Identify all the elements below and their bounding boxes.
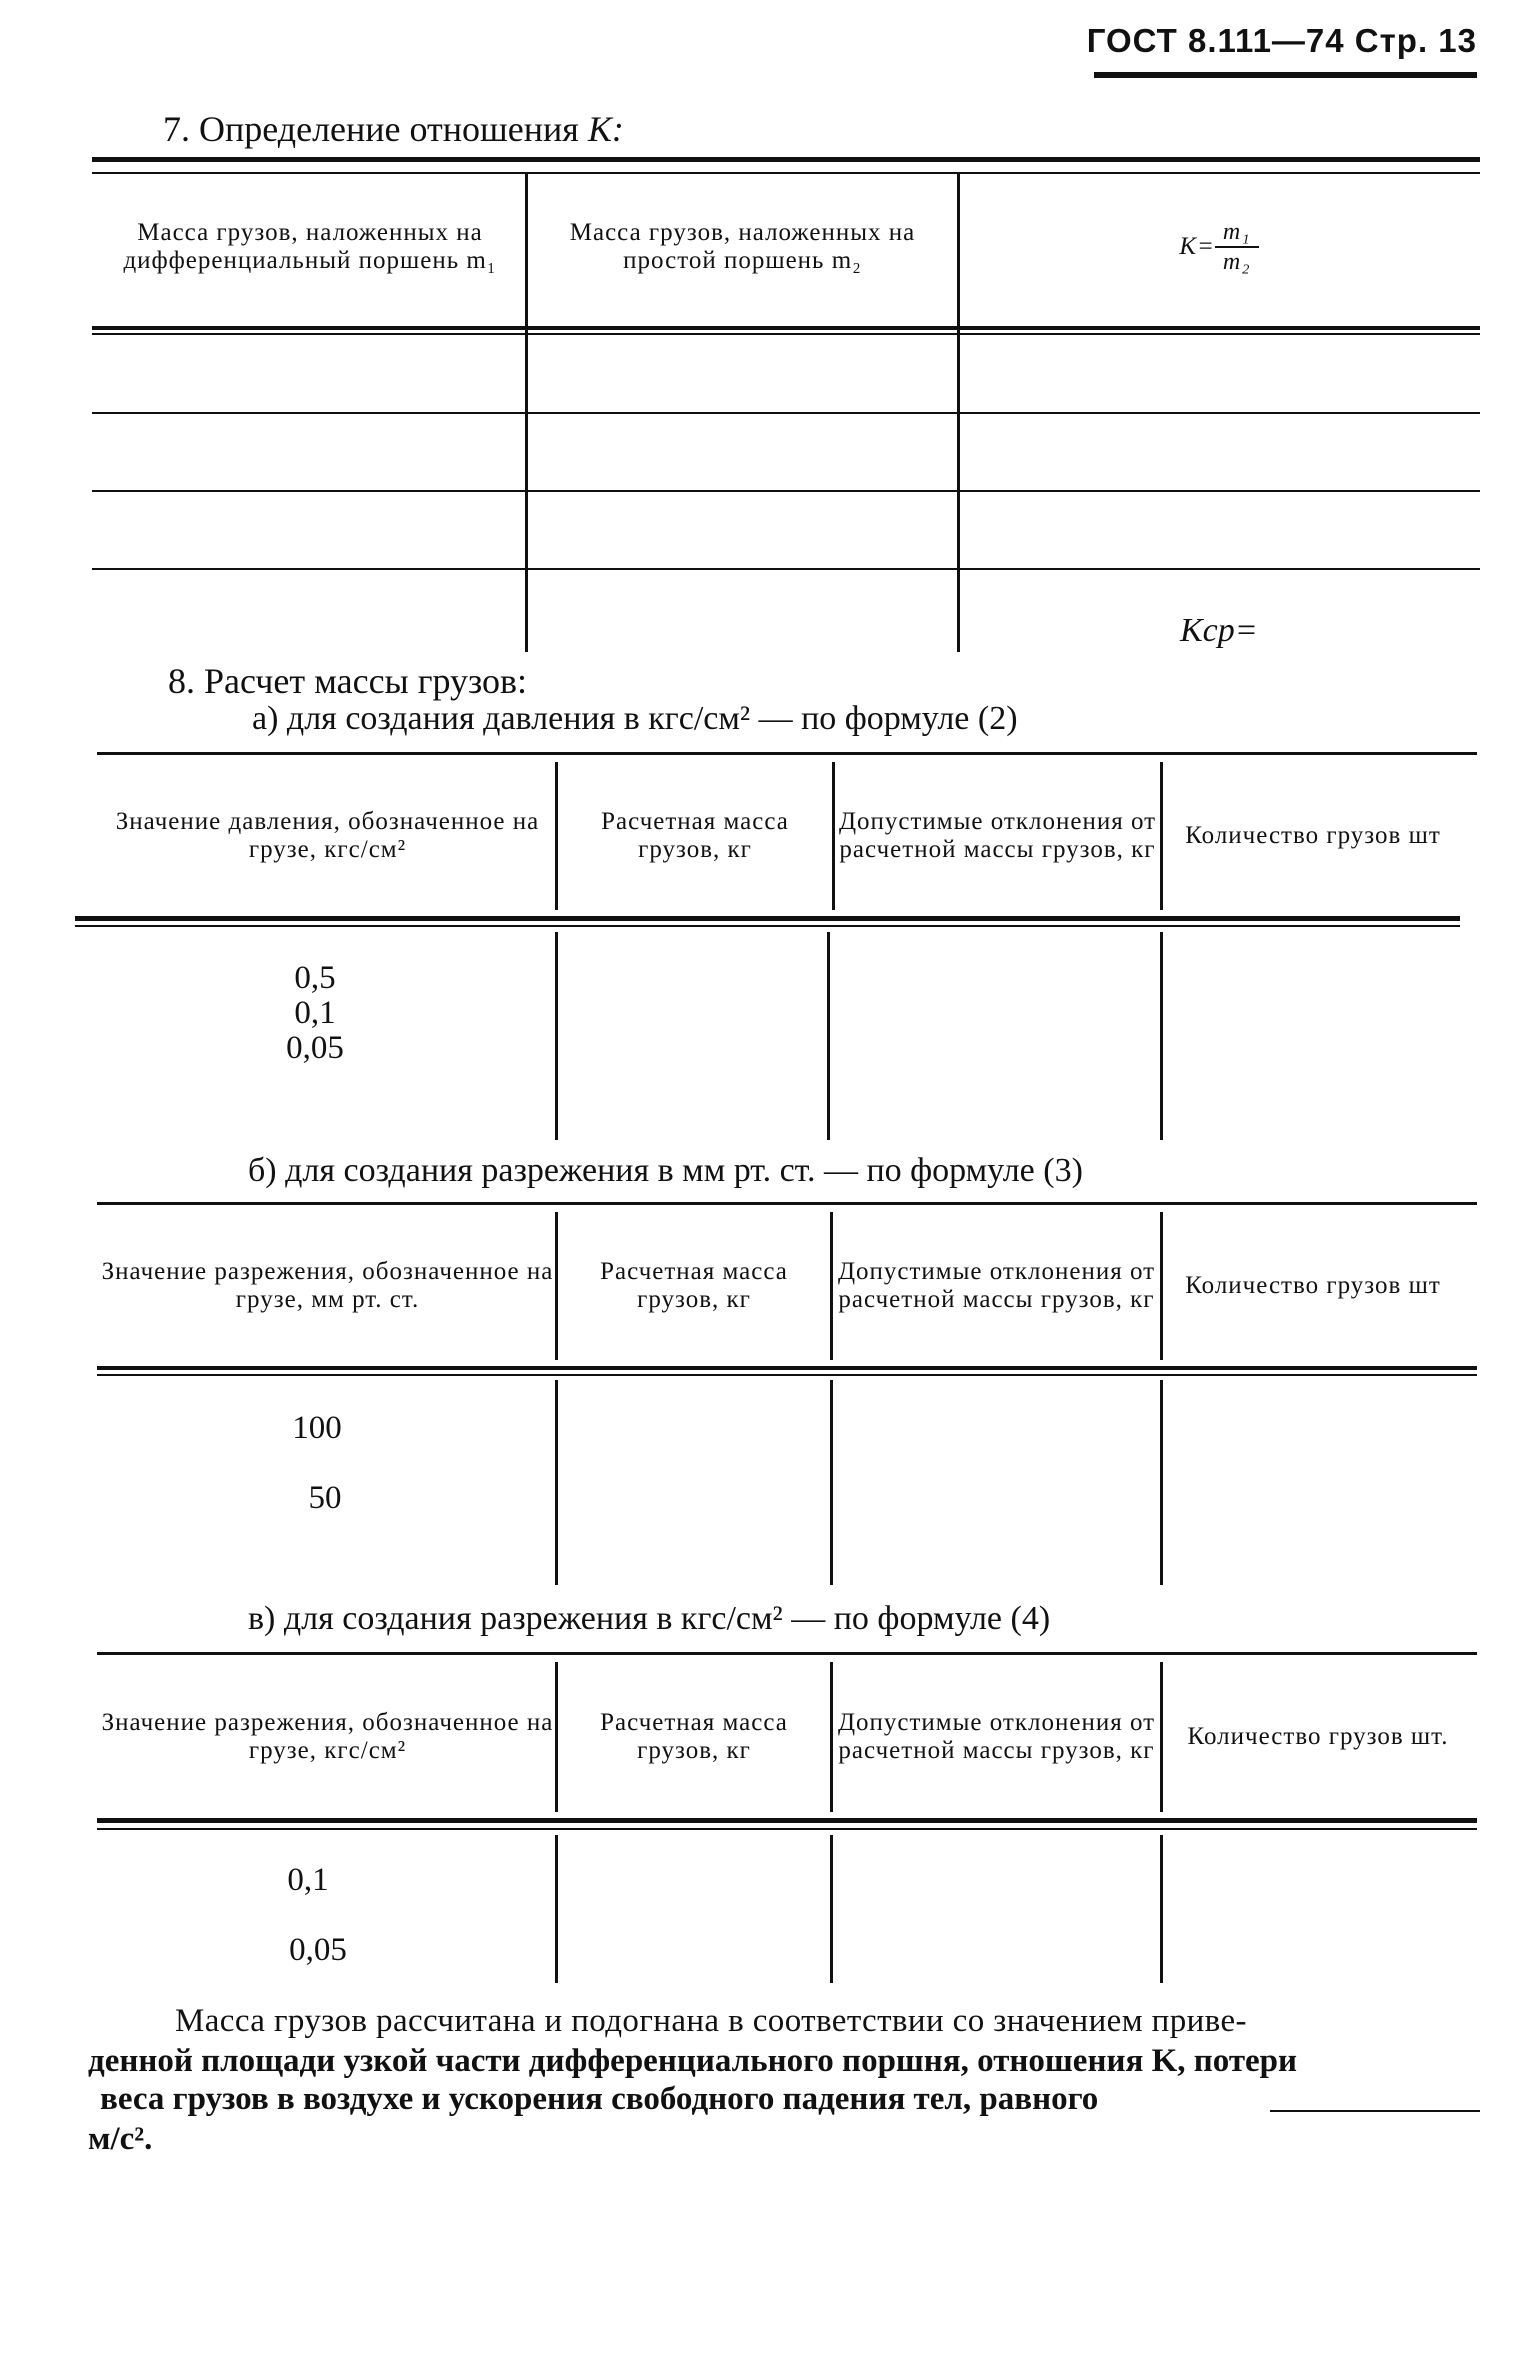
formula-lhs: K= — [1179, 233, 1215, 260]
table-a-col2-header: Расчетная масса грузов, кг — [601, 808, 789, 863]
table-b-col4-header: Количество грузов шт — [1185, 1272, 1441, 1299]
table7-row-rule-3 — [92, 568, 1480, 570]
table-b-header-rule — [97, 1366, 1477, 1370]
table-a-value: 0,5 — [294, 960, 336, 996]
table-c-header-rule-thin — [97, 1828, 1477, 1830]
table-b-body-div-3 — [1160, 1380, 1163, 1585]
table-c-col1-header: Значение разрежения, обозначенное на грузе, кгс/см² — [101, 1709, 554, 1764]
table7-top-rule-thin — [92, 172, 1480, 174]
table-a-top-rule — [97, 752, 1477, 755]
header-rule — [1094, 72, 1477, 78]
table-c-col4-header: Количество грузов шт. — [1187, 1723, 1449, 1750]
table7-header-rule — [92, 326, 1480, 330]
table-b-col2-header: Расчетная масса грузов, кг — [600, 1258, 788, 1313]
table7-row-rule-1 — [92, 412, 1480, 414]
table-b-body-div-1 — [555, 1380, 558, 1585]
table7-top-rule — [92, 157, 1480, 162]
table-a-col1-header: Значение давления, обозначенное на грузе, кгс/см² — [115, 808, 540, 863]
table-a-col4-header: Количество грузов шт — [1185, 822, 1441, 849]
table-a-value: 0,05 — [286, 1030, 344, 1066]
note-blank-line — [1270, 2110, 1480, 2112]
table-c-value: 0,05 — [289, 1932, 347, 1968]
table-b-value: 50 — [308, 1480, 342, 1516]
formula-fraction — [1215, 218, 1259, 276]
table-c-body-div-2 — [830, 1835, 833, 1983]
note-line-2: денной площади узкой части дифференциального поршня, отношения K, потери — [88, 2043, 1298, 2079]
note-line-3: веса грузов в воздухе и ускорения свободного падения тел, равного — [100, 2081, 1099, 2117]
table-b-body-div-2 — [830, 1380, 833, 1585]
table-b-top-rule — [97, 1202, 1477, 1205]
k-average-label: Kср= — [1180, 612, 1258, 649]
section8-heading: 8. Расчет массы грузов: — [168, 661, 528, 701]
table-a-body-div-1 — [555, 932, 558, 1140]
table-c-col2-header: Расчетная масса грузов, кг — [600, 1709, 788, 1764]
table-b-value: 100 — [292, 1410, 342, 1446]
table-c-caption: в) для создания разрежения в кгс/см² — по формуле (4) — [248, 1600, 1051, 1637]
table-a-body-div-3 — [1160, 932, 1163, 1140]
table-c-value: 0,1 — [287, 1862, 329, 1898]
table-b-header-rule-thin — [97, 1374, 1477, 1376]
section7-heading — [163, 108, 624, 150]
table-a-header-rule — [75, 916, 1460, 921]
table-c-header-rule — [97, 1818, 1477, 1823]
table-b-col1-header: Значение разрежения, обозначенное на грузе, мм рт. ст. — [101, 1258, 554, 1313]
table7-row-rule-2 — [92, 490, 1480, 492]
note-line-4: м/с². — [88, 2121, 153, 2157]
table-b-col3-header: Допустимые отклонения от расчетной массы грузов, кг — [837, 1258, 1156, 1313]
table-a-header-rule-thin — [75, 925, 1460, 927]
table-c-top-rule — [97, 1652, 1477, 1655]
page-header: ГОСТ 8.111—74 Стр. 13 — [1086, 22, 1477, 59]
section7-heading-text: 7. Определение отношения — [163, 109, 579, 149]
table7-header-rule-thin — [92, 333, 1480, 335]
table-a-value: 0,1 — [294, 995, 336, 1031]
table-c-col3-header: Допустимые отклонения от расчетной массы грузов, кг — [837, 1709, 1156, 1764]
table-a-caption: а) для создания давления в кгс/см² — по формуле (2) — [252, 700, 1018, 737]
section7-heading-var: K: — [587, 109, 624, 149]
table-b-caption: б) для создания разрежения в мм рт. ст. — по формуле (3) — [248, 1152, 1083, 1189]
table7-col3-header — [960, 182, 1478, 312]
formula-denominator: m₂ — [1222, 249, 1251, 275]
table-a-col3-header: Допустимые отклонения от расчетной массы грузов, кг — [838, 808, 1157, 863]
note-line-1: Масса грузов рассчитана и подогнана в соответствии со значением приве- — [175, 2003, 1247, 2039]
table-a-body-div-2 — [827, 932, 830, 1140]
formula-numerator: m₁ — [1215, 218, 1259, 248]
table-c-body-div-3 — [1160, 1835, 1163, 1983]
table7-col1-header: Масса грузов, наложенных на дифференциальный поршень m₁ — [123, 219, 497, 274]
table-c-body-div-1 — [555, 1835, 558, 1983]
table7-col2-header: Масса грузов, наложенных на простой поршень m₂ — [569, 219, 916, 274]
